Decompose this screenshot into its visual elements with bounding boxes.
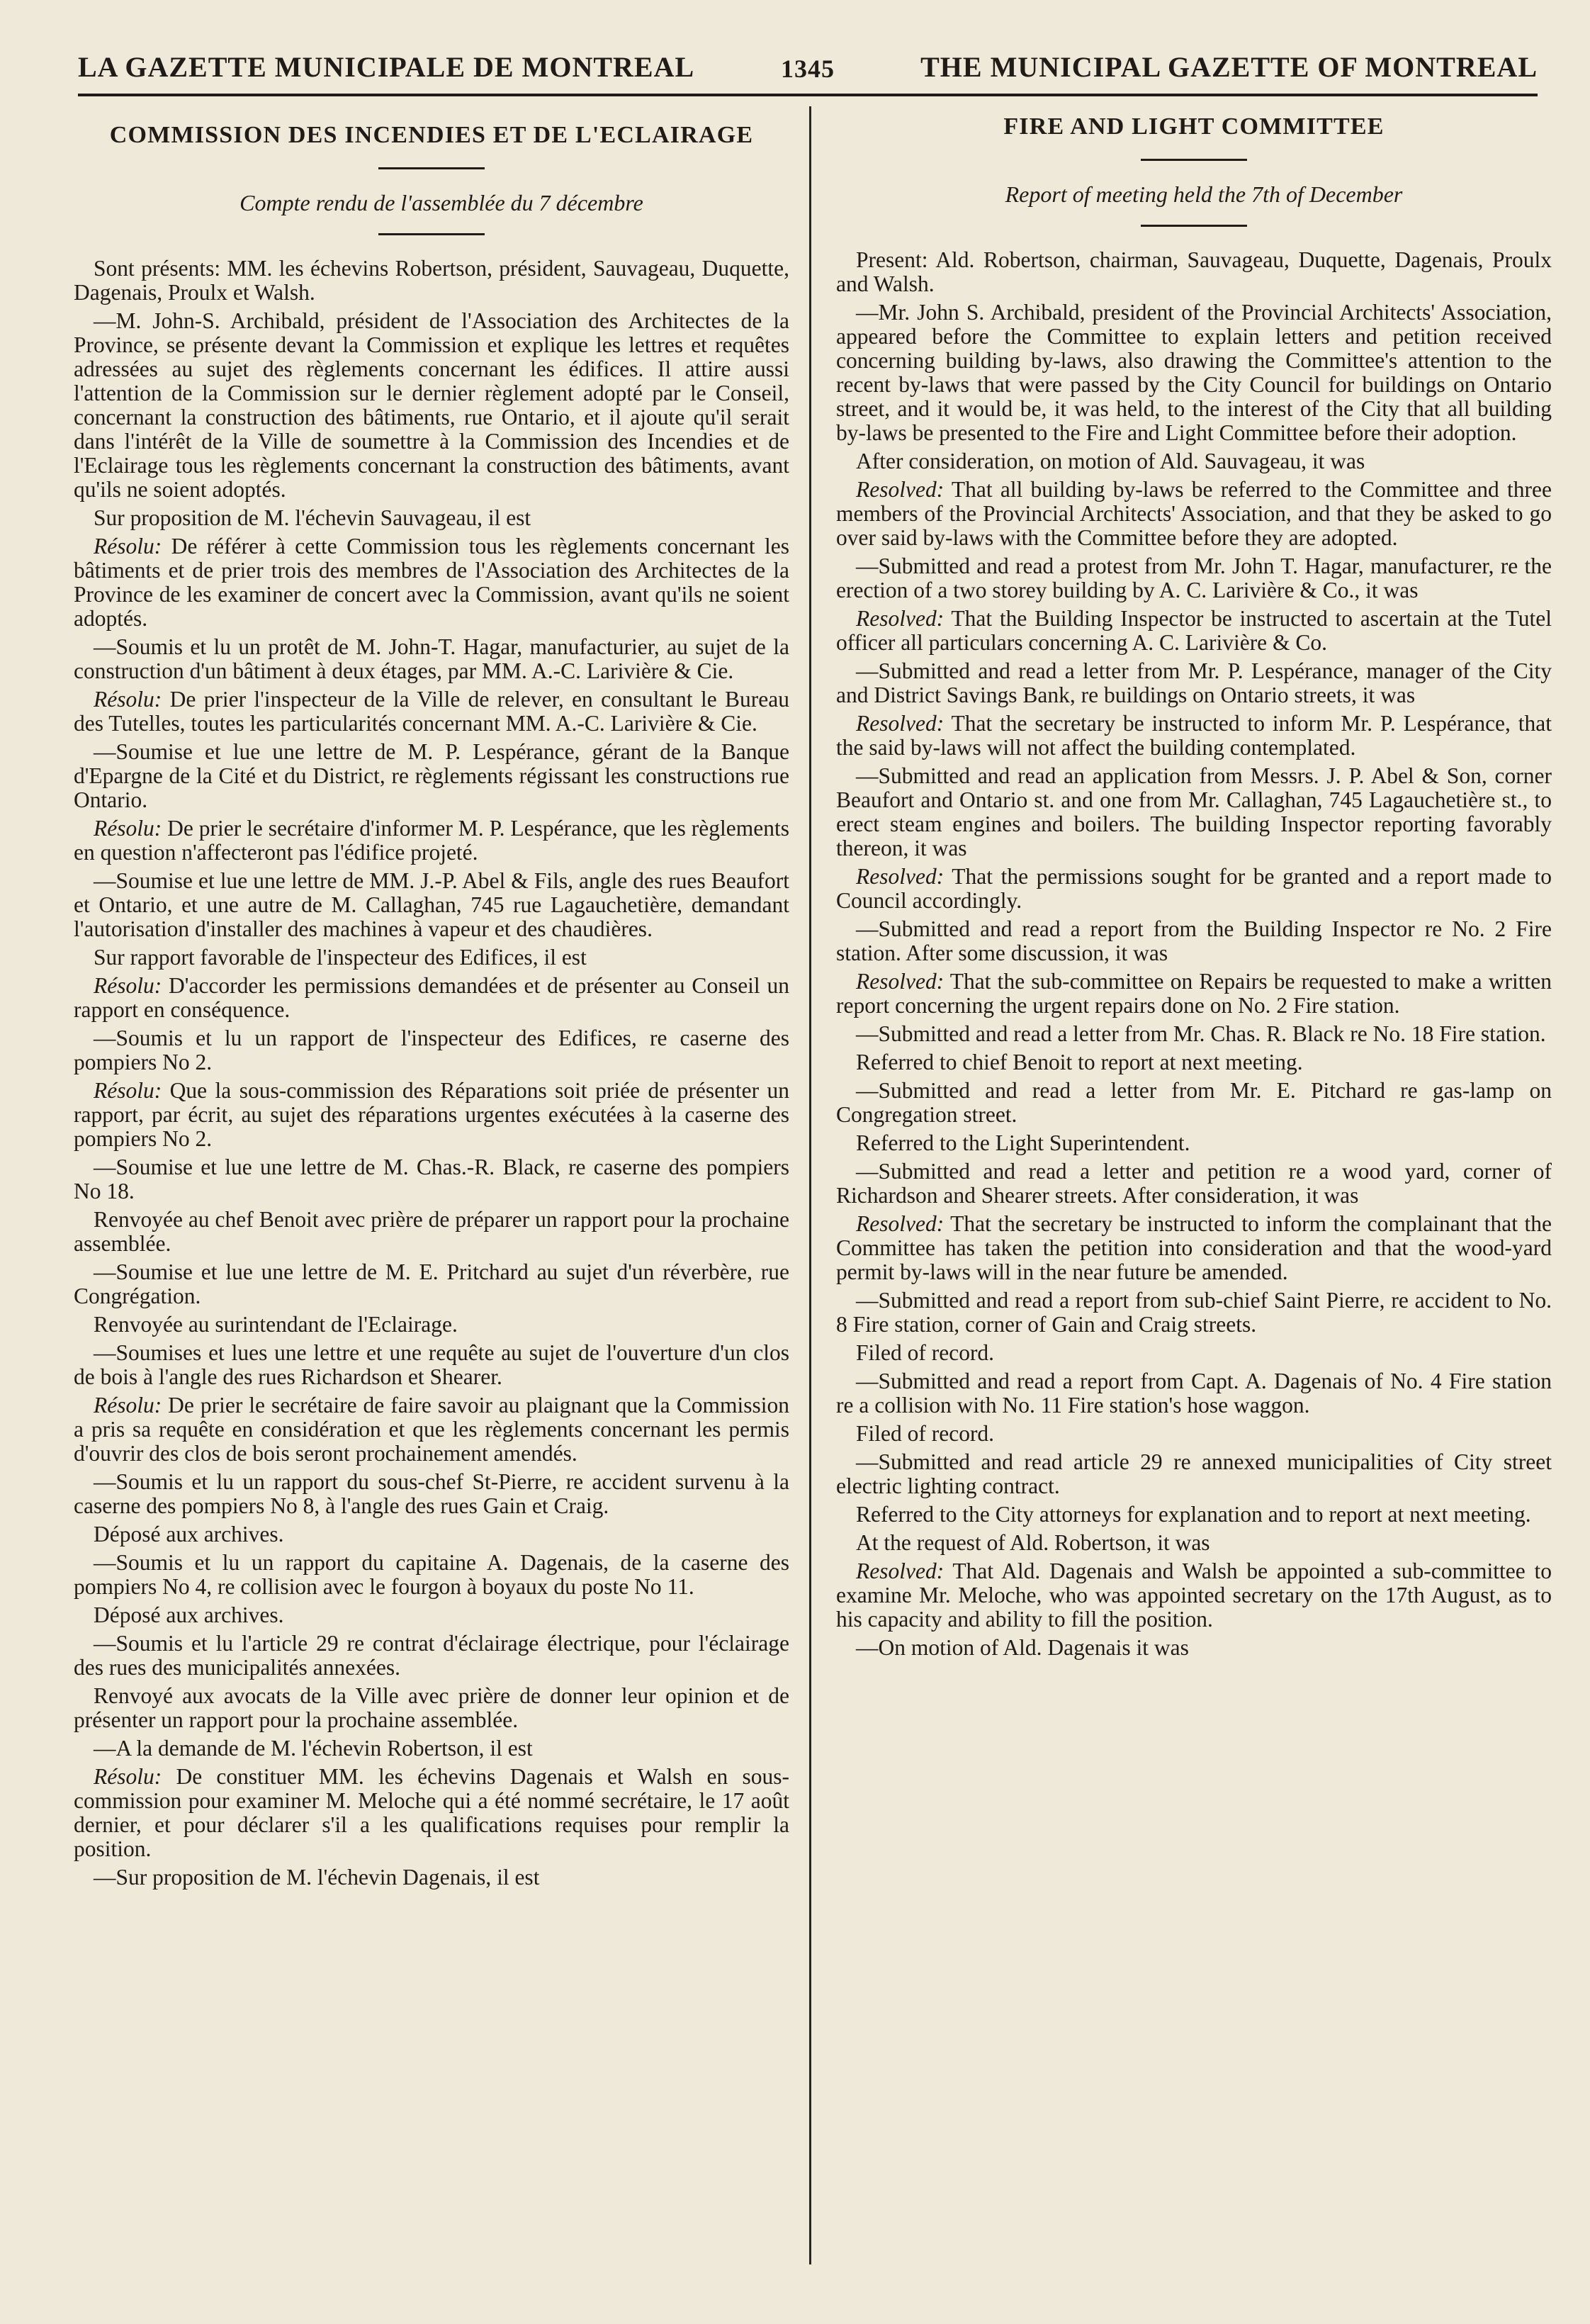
english-paragraph xyxy=(836,1131,1552,1155)
paragraph-text: That all building by-laws be referred to the Committee and three members of the Provincial Architects' Association, and that they be asked to go over said by-laws with the Committee before they are adopted. xyxy=(836,477,1552,550)
english-paragraph xyxy=(836,1079,1552,1127)
english-paragraph xyxy=(836,449,1552,473)
resolution-keyword: Résolu: xyxy=(94,1764,162,1789)
title-rule xyxy=(378,167,485,169)
french-paragraph xyxy=(74,1026,789,1074)
english-paragraph xyxy=(836,1369,1552,1418)
paragraph-text: —On motion of Ald. Dagenais it was xyxy=(856,1635,1189,1660)
paragraph-text: —Submitted and read a letter from Mr. E. Pitchard re gas-lamp on Congregation street. xyxy=(836,1078,1552,1127)
english-paragraph xyxy=(836,1636,1552,1660)
paragraph-text: —Submitted and read a letter from Mr. Chas. R. Black re No. 18 Fire station. xyxy=(856,1021,1546,1046)
paragraph-text: —Sur proposition de M. l'échevin Dagenais, il est xyxy=(94,1865,540,1890)
french-paragraph xyxy=(74,816,789,865)
english-paragraph xyxy=(836,917,1552,965)
paragraph-text: Sur proposition de M. l'échevin Sauvageau, il est xyxy=(94,505,531,530)
column-divider xyxy=(809,106,811,2264)
french-paragraph xyxy=(74,534,789,631)
paragraph-text: —Submitted and read a letter and petition re a wood yard, corner of Richardson and Shearer streets. After consideration, it was xyxy=(836,1159,1552,1208)
paragraph-text: Filed of record. xyxy=(856,1340,995,1365)
paragraph-text: —Mr. John S. Archibald, president of the Provincial Architects' Association, appeared before the Committee to explain letters and petition received concerning building by-laws, also drawing the Committee's attention to the recent by-laws that were passed by the City Council for buildings on Ontario street, and it would be, it was held, to the interest of the City that all building by-laws be presented to the Fire and Light Committee before their adoption. xyxy=(836,300,1552,445)
paragraph-text: Present: Ald. Robertson, chairman, Sauvageau, Duquette, Dagenais, Proulx and Walsh. xyxy=(836,247,1552,296)
paragraph-text: That the Building Inspector be instructed to ascertain at the Tutel officer all particulars concerning A. C. Larivière & Co. xyxy=(836,606,1552,655)
resolution-keyword: Resolved: xyxy=(856,477,945,502)
paragraph-text: After consideration, on motion of Ald. Sauvageau, it was xyxy=(856,449,1365,473)
english-paragraph xyxy=(836,1050,1552,1074)
paragraph-text: Referred to the City attorneys for explanation and to report at next meeting. xyxy=(856,1502,1531,1527)
paragraph-text: Renvoyée au surintendant de l'Eclairage. xyxy=(94,1312,458,1337)
french-paragraph xyxy=(74,1551,789,1599)
resolution-keyword: Résolu: xyxy=(94,816,162,841)
english-subtitle: Report of meeting held the 7th of December xyxy=(1005,181,1403,207)
paragraph-text: —Soumise et lue une lettre de MM. J.-P. Abel & Fils, angle des rues Beaufort et Ontario, et une autre de M. Callaghan, 745 rue Lagauchetière, demandant l'autorisation d'installer des machines à vapeur et des chaudières. xyxy=(74,868,789,941)
paragraph-text: That Ald. Dagenais and Walsh be appointed a sub-committee to examine Mr. Meloche, who was appointed secretary on the 17th August, as to his capacity and ability to fill the position. xyxy=(836,1559,1552,1632)
english-paragraph xyxy=(836,554,1552,602)
paragraph-text: That the secretary be instructed to inform Mr. P. Lespérance, that the said by-laws will not affect the building contemplated. xyxy=(836,711,1552,760)
running-head-french-title: LA GAZETTE MUNICIPALE DE MONTREAL xyxy=(78,51,695,83)
paragraph-text: Sur rapport favorable de l'inspecteur des Edifices, il est xyxy=(94,945,587,970)
running-head xyxy=(78,41,1538,84)
paragraph-text: At the request of Ald. Robertson, it was xyxy=(856,1530,1210,1555)
paragraph-text: —A la demande de M. l'échevin Robertson, il est xyxy=(94,1736,533,1761)
english-section-title: FIRE AND LIGHT COMMITTEE xyxy=(1003,113,1385,140)
subtitle-rule xyxy=(378,233,485,235)
english-paragraph xyxy=(836,1341,1552,1365)
french-paragraph xyxy=(74,1470,789,1518)
title-rule xyxy=(1141,159,1247,161)
paragraph-text: —Submitted and read a report from Capt. A. Dagenais of No. 4 Fire station re a collision with No. 11 Fire station's hose waggon. xyxy=(836,1369,1552,1418)
paragraph-text: Que la sous-commission des Réparations soit priée de présenter un rapport, par écrit, au sujet des réparations urgentes exécutées à la caserne des pompiers No 2. xyxy=(74,1078,789,1151)
french-paragraph xyxy=(74,635,789,683)
french-paragraph xyxy=(74,1341,789,1389)
paragraph-text: —Submitted and read a report from the Building Inspector re No. 2 Fire station. After some discussion, it was xyxy=(836,916,1552,965)
english-paragraph xyxy=(836,478,1552,550)
resolution-keyword: Résolu: xyxy=(94,687,162,712)
resolution-keyword: Résolu: xyxy=(94,534,162,558)
paragraph-text: —Submitted and read an application from Messrs. J. P. Abel & Son, corner Beaufort and Ontario st. and one from Mr. Callaghan, 745 Lagauchetière st., to erect steam engines and boilers. The building Inspector reporting favorably thereon, it was xyxy=(836,763,1552,860)
paragraph-text: —Soumise et lue une lettre de M. E. Pritchard au sujet d'un réverbère, rue Congrégation. xyxy=(74,1259,789,1308)
paragraph-text: That the secretary be instructed to inform the complainant that the Committee has taken the petition into consideration and that the wood-yard permit by-laws will in the near future be amended. xyxy=(836,1211,1552,1284)
english-paragraph xyxy=(836,1212,1552,1284)
french-paragraph xyxy=(74,506,789,530)
english-column xyxy=(836,113,1552,1664)
paragraph-text: That the permissions sought for be granted and a report made to Council accordingly. xyxy=(836,864,1552,913)
french-paragraph xyxy=(74,1684,789,1732)
page-number: 1345 xyxy=(781,55,835,83)
paragraph-text: —Submitted and read a protest from Mr. John T. Hagar, manufacturer, re the erection of a two storey building by A. C. Larivière & Co., it was xyxy=(836,554,1552,602)
french-paragraph xyxy=(74,1765,789,1861)
paragraph-text: De prier l'inspecteur de la Ville de relever, en consultant le Bureau des Tutelles, toutes les particularités concernant MM. A.-C. Larivière & Cie. xyxy=(74,687,789,736)
resolution-keyword: Résolu: xyxy=(94,1078,162,1103)
english-paragraph xyxy=(836,1559,1552,1632)
french-paragraph xyxy=(74,1208,789,1256)
paragraph-text: —Submitted and read article 29 re annexed municipalities of City street electric lighting contract. xyxy=(836,1449,1552,1498)
french-paragraph xyxy=(74,869,789,941)
paragraph-text: Sont présents: MM. les échevins Robertson, président, Sauvageau, Duquette, Dagenais, Proulx et Walsh. xyxy=(74,256,789,305)
english-paragraph xyxy=(836,1160,1552,1208)
paragraph-text: That the sub-committee on Repairs be requested to make a written report concerning the urgent repairs done on No. 2 Fire station. xyxy=(836,969,1552,1018)
resolution-keyword: Resolved: xyxy=(856,606,945,631)
paragraph-text: Déposé aux archives. xyxy=(94,1522,284,1546)
english-paragraph xyxy=(836,1022,1552,1046)
paragraph-text: —Soumis et lu un protêt de M. John-T. Hagar, manufacturier, au sujet de la construction d'un bâtiment à deux étages, par MM. A.-C. Larivière & Cie. xyxy=(74,634,789,683)
english-paragraph xyxy=(836,1289,1552,1337)
paragraph-text: D'accorder les permissions demandées et de présenter au Conseil un rapport en conséquence. xyxy=(74,973,789,1022)
english-paragraph xyxy=(836,607,1552,655)
paragraph-text: —Soumise et lue une lettre de M. Chas.-R. Black, re caserne des pompiers No 18. xyxy=(74,1155,789,1203)
english-body xyxy=(836,248,1552,1660)
french-paragraph xyxy=(74,1260,789,1308)
english-paragraph xyxy=(836,712,1552,760)
paragraph-text: De constituer MM. les échevins Dagenais et Walsh en sous-commission pour examiner M. Meloche qui a été nommé secrétaire, le 17 août dernier, et pour déclarer s'il a les qualifications requises pour remplir la position. xyxy=(74,1764,789,1861)
english-paragraph xyxy=(836,1503,1552,1527)
french-paragraph xyxy=(74,1632,789,1680)
subtitle-rule xyxy=(1141,225,1247,227)
paragraph-text: Referred to chief Benoit to report at next meeting. xyxy=(856,1050,1303,1074)
english-paragraph xyxy=(836,764,1552,860)
paragraph-text: —Soumis et lu un rapport du capitaine A. Dagenais, de la caserne des pompiers No 4, re collision avec le fourgon à boyaux du poste No 11. xyxy=(74,1550,789,1599)
resolution-keyword: Resolved: xyxy=(856,864,945,889)
paragraph-text: De prier le secrétaire d'informer M. P. Lespérance, que les règlements en question n'affecteront pas l'édifice projeté. xyxy=(74,816,789,865)
french-paragraph xyxy=(74,945,789,970)
paragraph-text: Referred to the Light Superintendent. xyxy=(856,1130,1190,1155)
paragraph-text: Filed of record. xyxy=(856,1421,995,1446)
french-paragraph xyxy=(74,257,789,305)
english-paragraph xyxy=(836,1422,1552,1446)
french-body xyxy=(74,257,789,1890)
paragraph-text: De référer à cette Commission tous les règlements concernant les bâtiments et de prier trois des membres de l'Association des Architectes de la Province de les examiner de concert avec la Commission, avant qu'ils ne soient adoptés. xyxy=(74,534,789,631)
english-paragraph xyxy=(836,970,1552,1018)
french-paragraph xyxy=(74,740,789,812)
french-column xyxy=(74,113,789,1894)
resolution-keyword: Résolu: xyxy=(94,973,162,998)
paragraph-text: De prier le secrétaire de faire savoir au plaignant que la Commission a pris sa requête en considération et que les règlements concernant les permis d'ouvrir des clos de bois seront prochainement amendés. xyxy=(74,1393,789,1466)
french-subtitle: Compte rendu de l'assemblée du 7 décembre xyxy=(239,190,643,215)
french-paragraph xyxy=(74,309,789,502)
resolution-keyword: Resolved: xyxy=(856,1559,945,1583)
english-paragraph xyxy=(836,1450,1552,1498)
paragraph-text: —Submitted and read a report from sub-chief Saint Pierre, re accident to No. 8 Fire station, corner of Gain and Craig streets. xyxy=(836,1288,1552,1337)
paragraph-text: —Soumis et lu l'article 29 re contrat d'éclairage électrique, pour l'éclairage des rues des municipalités annexées. xyxy=(74,1631,789,1680)
french-paragraph xyxy=(74,1393,789,1466)
paragraph-text: Renvoyée au chef Benoit avec prière de préparer un rapport pour la prochaine assemblée. xyxy=(74,1207,789,1256)
english-paragraph xyxy=(836,301,1552,445)
paragraph-text: Renvoyé aux avocats de la Ville avec prière de donner leur opinion et de présenter un rapport pour la prochaine assemblée. xyxy=(74,1683,789,1732)
french-paragraph xyxy=(74,1522,789,1546)
french-paragraph xyxy=(74,1079,789,1151)
header-rule xyxy=(78,94,1538,96)
running-head-english-title: THE MUNICIPAL GAZETTE OF MONTREAL xyxy=(920,51,1538,83)
french-paragraph xyxy=(74,1155,789,1203)
paragraph-text: —Soumis et lu un rapport de l'inspecteur des Edifices, re caserne des pompiers No 2. xyxy=(74,1026,789,1074)
resolution-keyword: Resolved: xyxy=(856,1211,945,1236)
french-paragraph xyxy=(74,1603,789,1627)
paragraph-text: —Soumise et lue une lettre de M. P. Lespérance, gérant de la Banque d'Epargne de la Cité et du District, re règlements régissant les constructions rue Ontario. xyxy=(74,739,789,812)
english-paragraph xyxy=(836,1531,1552,1555)
french-paragraph xyxy=(74,1865,789,1890)
english-paragraph xyxy=(836,248,1552,296)
resolution-keyword: Resolved: xyxy=(856,711,945,736)
paragraph-text: —Soumis et lu un rapport du sous-chef St-Pierre, re accident survenu à la caserne des pompiers No 8, à l'angle des rues Gain et Craig. xyxy=(74,1469,789,1518)
french-paragraph xyxy=(74,1313,789,1337)
resolution-keyword: Resolved: xyxy=(856,969,945,994)
resolution-keyword: Résolu: xyxy=(94,1393,162,1418)
paragraph-text: —Soumises et lues une lettre et une requête au sujet de l'ouverture d'un clos de bois à l'angle des rues Richardson et Shearer. xyxy=(74,1340,789,1389)
french-section-title: COMMISSION DES INCENDIES ET DE L'ECLAIRAGE xyxy=(109,122,754,148)
french-paragraph xyxy=(74,974,789,1022)
english-paragraph xyxy=(836,865,1552,913)
paragraph-text: Déposé aux archives. xyxy=(94,1602,284,1627)
french-paragraph xyxy=(74,1736,789,1761)
paragraph-text: —M. John-S. Archibald, président de l'Association des Architectes de la Province, se présente devant la Commission et explique les lettres et requêtes adressées au sujet des règlements concernant les édifices. Il attire aussi l'attention de la Commission sur le dernier règlement adopté par le Conseil, concernant la construction des bâtiments, rue Ontario, et il ajoute qu'il serait dans l'intérêt de la Ville de soumettre à la Commission des Incendies et de l'Eclairage tous les règlements concernant la construction des bâtiments, avant qu'ils ne soient adoptés. xyxy=(74,308,789,502)
french-paragraph xyxy=(74,687,789,736)
english-paragraph xyxy=(836,659,1552,707)
paragraph-text: —Submitted and read a letter from Mr. P. Lespérance, manager of the City and District Savings Bank, re buildings on Ontario streets, it was xyxy=(836,658,1552,707)
